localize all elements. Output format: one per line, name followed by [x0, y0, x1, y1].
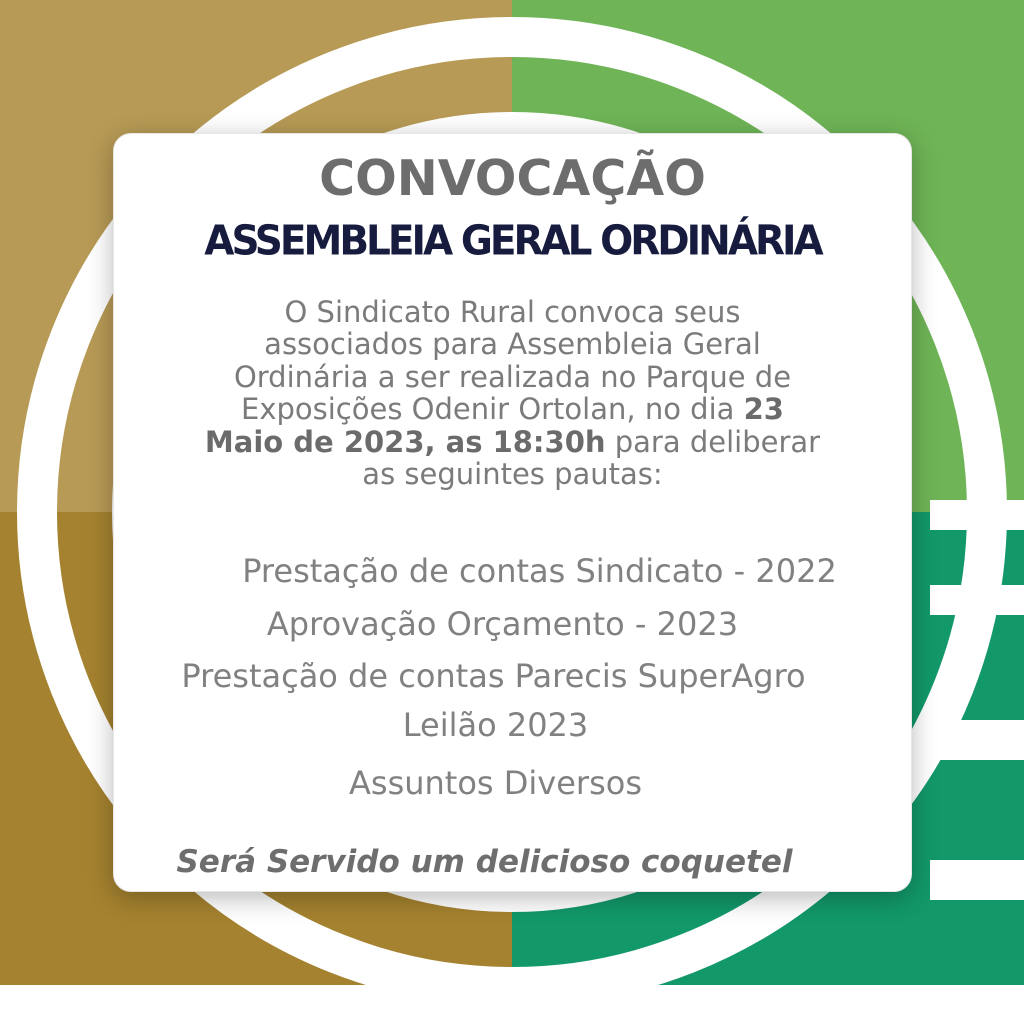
invitation-paragraph — [114, 296, 911, 490]
subtitle: ASSEMBLEIA GERAL ORDINÁRIA — [204, 217, 821, 266]
paragraph-line: as seguintes pautas: — [362, 457, 663, 492]
page-title: CONVOCAÇÃO — [319, 150, 706, 207]
agenda-item: Prestação de contas Parecis SuperAgro — [181, 657, 806, 695]
date-day: 23 — [743, 392, 784, 427]
paragraph-line: Ordinária a ser realizada no Parque de — [233, 359, 792, 394]
agenda-item: Aprovação Orçamento - 2023 — [266, 605, 739, 643]
agenda-item: Leilão 2023 — [402, 706, 589, 744]
paragraph-line: associados para Assembleia Geral — [264, 327, 761, 362]
paragraph-line — [114, 393, 911, 425]
agenda-item: Assuntos Diversos — [349, 764, 642, 802]
paragraph-line — [114, 426, 911, 458]
footer-note: Será Servido um delicioso coquetel — [176, 844, 793, 880]
paragraph-line: O Sindicato Rural convoca seus — [284, 295, 741, 329]
announcement-card — [113, 133, 912, 892]
paragraph-text: Exposições Odenir Ortolan, no dia — [241, 392, 744, 427]
paragraph-text: para deliberar — [605, 424, 821, 459]
date-time: Maio de 2023, as 18:30h — [204, 424, 606, 459]
agenda-item: Prestação de contas Sindicato - 2022 — [242, 552, 837, 590]
